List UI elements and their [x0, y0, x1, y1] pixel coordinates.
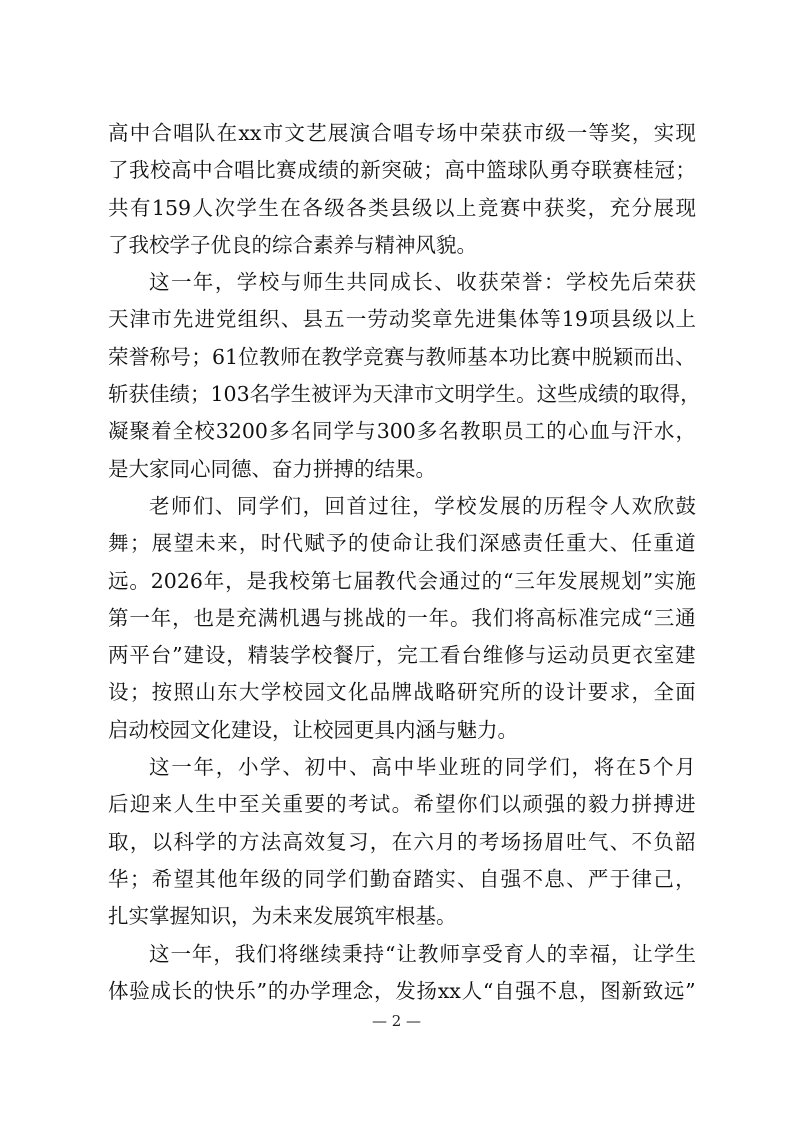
text-line: 荣 誉 称 号 ； 61 位 教 师 在 教 学 竞 赛 与 教 师 基 本 功 比 赛 中 脱 颖 而 出 、 — [108, 344, 696, 369]
text-line: 天 津 市 先 进 党 组 织 、 县 五 一 劳 动 奖 章 先 进 集 体 等 19 项 县 级 以 上 — [108, 307, 696, 332]
text-line: 两 平 台 ” 建 设 ， 精 装 学 校 餐 厅 ， 完 工 看 台 维 修 与 运 动 员 更 衣 室 建 — [108, 643, 696, 668]
text-line: 是 大 家 同 心 同 德 、 奋 力 拼 搏 的 结 果 。 — [108, 456, 436, 481]
text-line: 老 师 们 、 同 学 们 ， 回 首 过 往 ， 学 校 发 展 的 历 程 令 人 欢 欣 鼓 — [149, 493, 696, 518]
text-line: 凝 聚 着 全 校 3200 多 名 同 学 与 300 多 名 教 职 员 工 的 心 血 与 汗 水 ， — [108, 419, 696, 444]
text-line: 这 一 年 ， 我 们 将 继 续 秉 持 “ 让 教 师 享 受 育 人 的 幸 福 ， 让 学 生 — [149, 941, 696, 966]
text-line: 扎 实 掌 握 知 识 ， 为 未 来 发 展 筑 牢 根 基 。 — [108, 904, 457, 929]
document-body — [108, 115, 701, 1010]
paragraph — [108, 264, 701, 488]
text-line: 这 一 年 ， 小 学 、 初 中 、 高 中 毕 业 班 的 同 学 们 ， 将 在 5 个 月 — [149, 755, 696, 780]
text-line: 了 我 校 学 子 优 良 的 综 合 素 养 与 精 神 风 貌 。 — [108, 232, 477, 257]
paragraph — [108, 488, 696, 749]
text-line: 了 我 校 高 中 合 唱 比 赛 成 绩 的 新 突 破 ； 高 中 篮 球 队 勇 夺 联 赛 桂 冠 ； — [108, 158, 696, 183]
page-number: — 2 — — [371, 1012, 422, 1030]
paragraph — [108, 936, 696, 1011]
text-line: 设 ； 按 照 山 东 大 学 校 园 文 化 品 牌 战 略 研 究 所 的 设 计 要 求 ， 全 面 — [108, 680, 696, 705]
text-line: 共 有 159 人 次 学 生 在 各 级 各 类 县 级 以 上 竞 赛 中 获 奖 ， 充 分 展 现 — [108, 195, 696, 220]
text-line: 华 ； 希 望 其 他 年 级 的 同 学 们 勤 奋 踏 实 、 自 强 不 息 、 严 于 律 己 ， — [108, 866, 696, 891]
text-line: 第 一 年 ， 也 是 充 满 机 遇 与 挑 战 的 一 年 。 我 们 将 高 标 准 完 成 “ 三 通 — [108, 605, 696, 630]
text-line: 舞 ； 展 望 未 来 ， 时 代 赋 予 的 使 命 让 我 们 深 感 责 任 重 大 、 任 重 道 — [108, 531, 696, 556]
text-line: 后 迎 来 人 生 中 至 关 重 要 的 考 试 。 希 望 你 们 以 顽 强 的 毅 力 拼 搏 进 — [108, 792, 696, 817]
text-line: 启 动 校 园 文 化 建 设 ， 让 校 园 更 具 内 涵 与 魅 力 。 — [108, 717, 518, 742]
text-line: 高 中 合 唱 队 在 xx 市 文 艺 展 演 合 唱 专 场 中 荣 获 市 级 一 等 奖 ， 实 现 — [108, 121, 696, 145]
paragraph — [108, 749, 696, 935]
text-line: 体 验 成 长 的 快 乐 ” 的 办 学 理 念 ， 发 扬 xx 人 “ 自 强 不 息 ， 图 新 致 远 ” — [108, 978, 696, 1003]
text-line: 远 。 2026 年 ， 是 我 校 第 七 届 教 代 会 通 过 的 “ 三 年 发 展 规 划 ” 实 施 — [108, 568, 696, 593]
paragraph — [108, 115, 696, 264]
text-line: 斩 获 佳 绩 ； 103 名 学 生 被 评 为 天 津 市 文 明 学 生 。 这 些 成 绩 的 取 得 ， — [108, 382, 701, 407]
text-line: 取 ， 以 科 学 的 方 法 高 效 复 习 ， 在 六 月 的 考 场 扬 眉 吐 气 、 不 负 韶 — [108, 829, 696, 854]
text-line: 这 一 年 ， 学 校 与 师 生 共 同 成 长 、 收 获 荣 誉 ： 学 校 先 后 荣 获 — [149, 270, 696, 295]
